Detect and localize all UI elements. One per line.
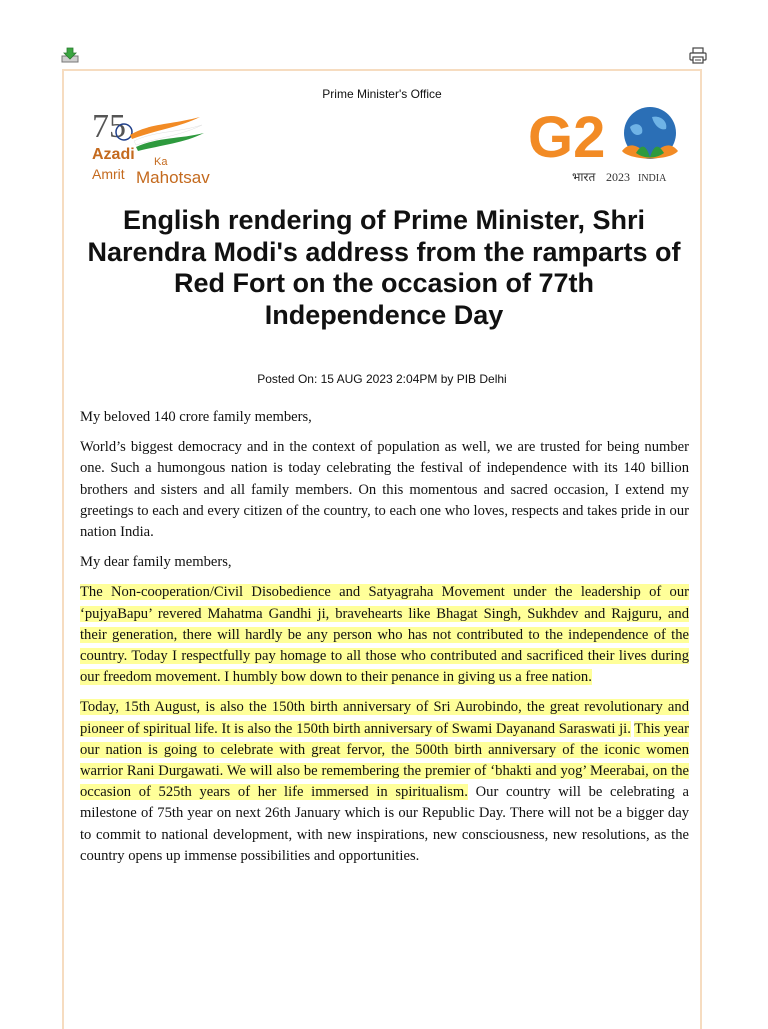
logo-ka-text: Ka (154, 156, 168, 168)
paragraph-text: Our country will be celebrating a milestone of 75th year on next 26th January which is our Republic Day. There will not be a bigger day to commit to national development, with new inspirations, new consciousness, new resolutions, as the country opens up immense possibilities and opportunities. (80, 784, 689, 864)
logo-bharat-text: भारत (572, 170, 596, 184)
page-title: English rendering of Prime Minister, Shri Narendra Modi's address from the ramparts of Red Fort on the occasion of 77th Independence Day (87, 205, 681, 330)
logo-g2-text: G2 (528, 105, 606, 170)
paragraph-anniversaries (80, 697, 689, 867)
highlighted-text: This year our nation is going to celebrate with great fervor, the 500th birth anniversary of the iconic women warrior Rani Durgawati. We will also be remembering the premier of ‘bhakti and yog’ Meerabai, on the occasion of 525th years of her life immersed in spiritualism. (80, 720, 689, 801)
logo-year-text: 2023 (606, 170, 630, 184)
logo-azadi-text: Azadi (92, 146, 135, 163)
paragraph-greeting: My beloved 140 crore family members, (80, 409, 312, 425)
paragraph-family-members: My dear family members, (80, 554, 232, 571)
paragraph-freedom-movement (80, 582, 689, 688)
logo-mahotsav-text: Mahotsav (136, 168, 210, 187)
logo-75-number: 75 (92, 108, 126, 145)
g20-india-logo (526, 97, 694, 189)
download-icon[interactable] (60, 46, 80, 64)
azadi-ka-amrit-mahotsav-logo (90, 103, 240, 187)
press-release-document (62, 69, 702, 1029)
article-body (80, 407, 689, 876)
highlighted-text: The Non-cooperation/Civil Disobedience and Satyagraha Movement under the leadership of our ‘pujyaBapu’ revered Mahatma Gandhi ji, bravehearts like Bhagat Singh, Sukhdev and Rajguru, and their generation, there will hardly be any person who has not contributed to the independence of the country. Today I respectfully pay homage to all those who contributed and sacrificed their lives during our freedom movement. I humbly bow down to their penance in giving us a free nation. (80, 584, 689, 686)
logo-india-text: INDIA (638, 173, 667, 184)
office-name: Prime Minister's Office (322, 87, 442, 101)
logo-amrit-text: Amrit (92, 166, 125, 182)
paragraph-democracy: World’s biggest democracy and in the context of population as well, we are trusted for being number one. Such a humongous nation is today celebrating the festival of independence with its 140 billion brothers and sisters and all family members. On this momentous and sacred occasion, I extend my greetings to each and every citizen of the country, to each one who loves, respects and takes pride in our nation India. (80, 439, 689, 541)
printer-icon[interactable] (688, 47, 708, 65)
posted-date: Posted On: 15 AUG 2023 2:04PM by PIB Delhi (257, 372, 507, 386)
toolbar (0, 0, 768, 70)
highlighted-text: Today, 15th August, is also the 150th birth anniversary of Sri Aurobindo, the great revolutionary and pioneer of spiritual life. It is also the 150th birth anniversary of Swami Dayanand Saraswati ji. (80, 699, 689, 737)
